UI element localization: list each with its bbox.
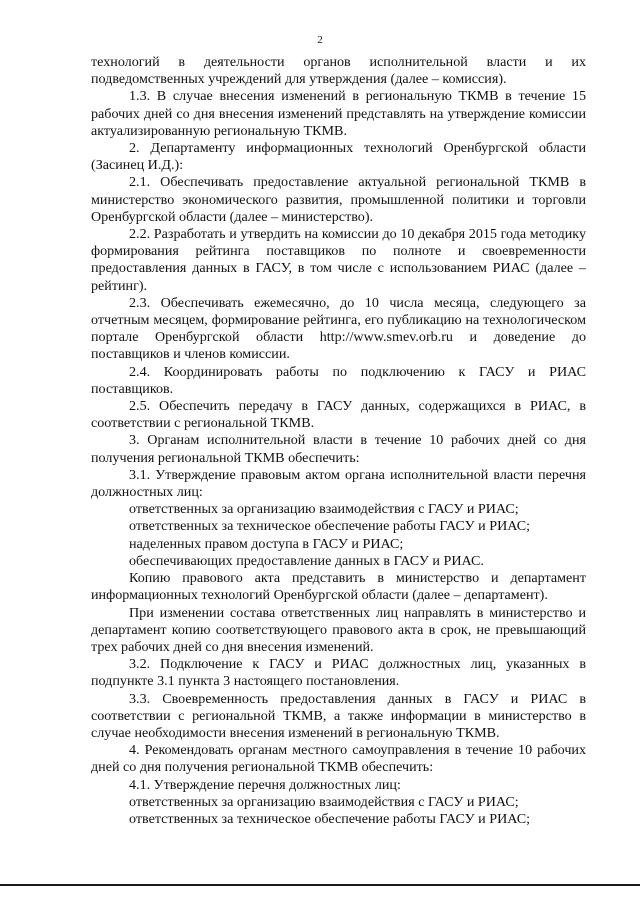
paragraph: 4.1. Утверждение перечня должностных лиц: (129, 776, 401, 793)
paragraph: Копию правового акта представить в министерство и департамент информационных технологий Оренбургской области (далее – департамент). (91, 570, 586, 604)
paragraph: 2.4. Координировать работы по подключению к ГАСУ и РИАС поставщиков. (91, 363, 586, 397)
bottom-rule (0, 884, 640, 886)
paragraph: 3.1. Утверждение правовым актом органа исполнительной власти перечня должностных лиц: (91, 466, 586, 501)
paragraph: 3. Органам исполнительной власти в течение 10 рабочих дней со дня получения региональной ТКМВ обеспечить: (91, 432, 586, 466)
paragraph: ответственных за организацию взаимодействия с ГАСУ и РИАС; (129, 793, 519, 810)
paragraph: 1.3. В случае внесения изменений в региональную ТКМВ в течение 15 рабочих дней со дня внесения изменений представлять на утверждение комиссии актуализированную региональную ТКМВ. (91, 88, 586, 139)
paragraph: 2.3. Обеспечивать ежемесячно, до 10 числа месяца, следующего за отчетным месяцем, формирование рейтинга, его публикацию на технологическом портале Оренбургской области http://www.smev.orb.ru и доведение до поставщиков и членов комиссии. (91, 294, 586, 363)
paragraph: технологий в деятельности органов исполнительной власти и их подведомственных учреждений для утверждения (далее – комиссия). (91, 54, 586, 88)
paragraph: При изменении состава ответственных лиц направлять в министерство и департамент копию соответствующего правового акта в срок, не превышающий трех рабочих дней со дня внесения изменений. (91, 604, 586, 655)
paragraph: обеспечивающих предоставление данных в ГАСУ и РИАС. (129, 552, 484, 569)
paragraph: 3.2. Подключение к ГАСУ и РИАС должностных лиц, указанных в подпункте 3.1 пункта 3 настоящего постановления. (91, 656, 586, 690)
paragraph: 3.3. Своевременность предоставления данных в ГАСУ и РИАС в соответствии с региональной ТКМВ, а также информации в министерство в случае необходимости внесения изменений в региональную ТКМВ. (91, 690, 586, 741)
page-number: 2 (317, 34, 323, 46)
paragraph: 2. Департаменту информационных технологий Оренбургской области (Засинец И.Д.): (91, 140, 586, 174)
paragraph: ответственных за техническое обеспечение работы ГАСУ и РИАС; (129, 518, 531, 535)
paragraph: наделенных правом доступа в ГАСУ и РИАС; (129, 535, 404, 552)
paragraph: 2.5. Обеспечить передачу в ГАСУ данных, содержащихся в РИАС, в соответствии с региональной ТКМВ. (91, 398, 586, 432)
document-body (91, 54, 586, 828)
paragraph: 2.1. Обеспечивать предоставление актуальной региональной ТКМВ в министерство экономического развития, промышленной политики и торговли Оренбургской области (далее – министерство). (91, 174, 586, 225)
paragraph: 2.2. Разработать и утвердить на комиссии до 10 декабря 2015 года методику формирования рейтинга поставщиков по полноте и своевременности предоставления данных в ГАСУ, в том числе с использованием РИАС (далее – рейтинг). (91, 226, 586, 294)
paragraph: ответственных за техническое обеспечение работы ГАСУ и РИАС; (129, 810, 531, 827)
paragraph: 4. Рекомендовать органам местного самоуправления в течение 10 рабочих дней со дня получения региональной ТКМВ обеспечить: (91, 742, 586, 776)
paragraph: ответственных за организацию взаимодействия с ГАСУ и РИАС; (129, 501, 519, 518)
